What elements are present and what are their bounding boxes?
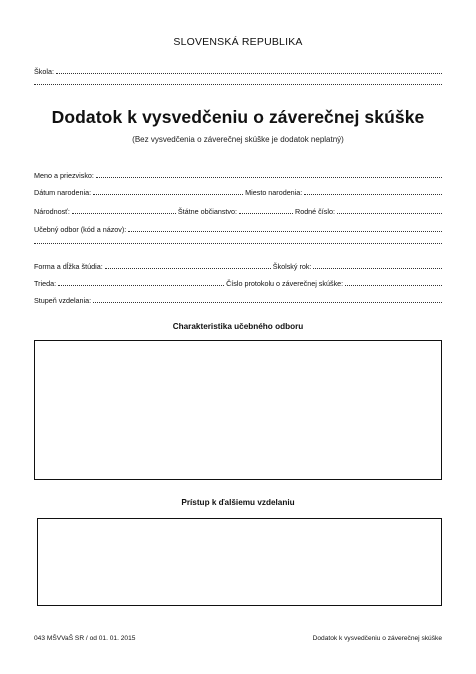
footer-form-code: 043 MŠVVaŠ SR / od 01. 01. 2015 (34, 635, 136, 642)
nationality-field[interactable] (72, 213, 176, 214)
study-form-row (34, 262, 442, 271)
nationality-row (34, 207, 442, 216)
school-year-field[interactable] (313, 268, 442, 269)
school-row-continuation (34, 84, 442, 86)
school-year-label: Školský rok: (272, 262, 312, 271)
class-field[interactable] (58, 285, 224, 286)
document-title: Dodatok k vysvedčeniu o záverečnej skúške (51, 107, 425, 127)
study-form-field[interactable] (105, 268, 271, 269)
birth-number-field[interactable] (337, 213, 442, 214)
birth-date-label: Dátum narodenia: (34, 188, 92, 197)
protocol-number-field[interactable] (345, 285, 442, 286)
birth-place-label: Miesto narodenia: (245, 188, 303, 197)
study-form-label: Forma a dĺžka štúdia: (34, 262, 103, 271)
school-label: Škola: (34, 67, 54, 76)
school-field[interactable] (56, 73, 442, 74)
footer-document-name: Dodatok k vysvedčeniu o záverečnej skúške (312, 635, 442, 642)
characteristics-heading: Charakteristika učebného odboru (172, 322, 304, 331)
name-field[interactable] (96, 177, 442, 178)
protocol-number-label: Číslo protokolu o záverečnej skúške: (226, 279, 344, 288)
school-row (34, 67, 442, 76)
study-field-row (34, 225, 442, 234)
citizenship-field[interactable] (239, 213, 293, 214)
study-field-input-line-2[interactable] (34, 243, 442, 244)
education-level-label: Stupeň vzdelania: (34, 296, 92, 305)
country-heading: SLOVENSKÁ REPUBLIKA (173, 36, 303, 48)
school-field-line-2[interactable] (34, 84, 442, 85)
study-field-label: Učebný odbor (kód a názov): (34, 225, 127, 234)
birth-place-field[interactable] (304, 194, 442, 195)
name-row (34, 171, 442, 180)
study-field-continuation (34, 243, 442, 245)
education-level-field[interactable] (93, 302, 442, 303)
nationality-label: Národnosť: (34, 207, 70, 216)
education-level-row (34, 296, 442, 305)
characteristics-box[interactable] (34, 340, 442, 480)
citizenship-label: Štátne občianstvo: (177, 207, 237, 216)
class-label: Trieda: (34, 279, 57, 288)
study-field-input[interactable] (128, 231, 442, 232)
class-row (34, 279, 442, 288)
birth-date-field[interactable] (93, 194, 243, 195)
document-subtitle: (Bez vysvedčenia o záverečnej skúške je dodatok neplatný) (132, 135, 344, 144)
birth-number-label: Rodné číslo: (295, 207, 335, 216)
further-education-box[interactable] (37, 518, 442, 606)
birth-row (34, 188, 442, 197)
further-education-heading: Prístup k ďalšiemu vzdelaniu (181, 498, 295, 507)
name-label: Meno a priezvisko: (34, 171, 94, 180)
